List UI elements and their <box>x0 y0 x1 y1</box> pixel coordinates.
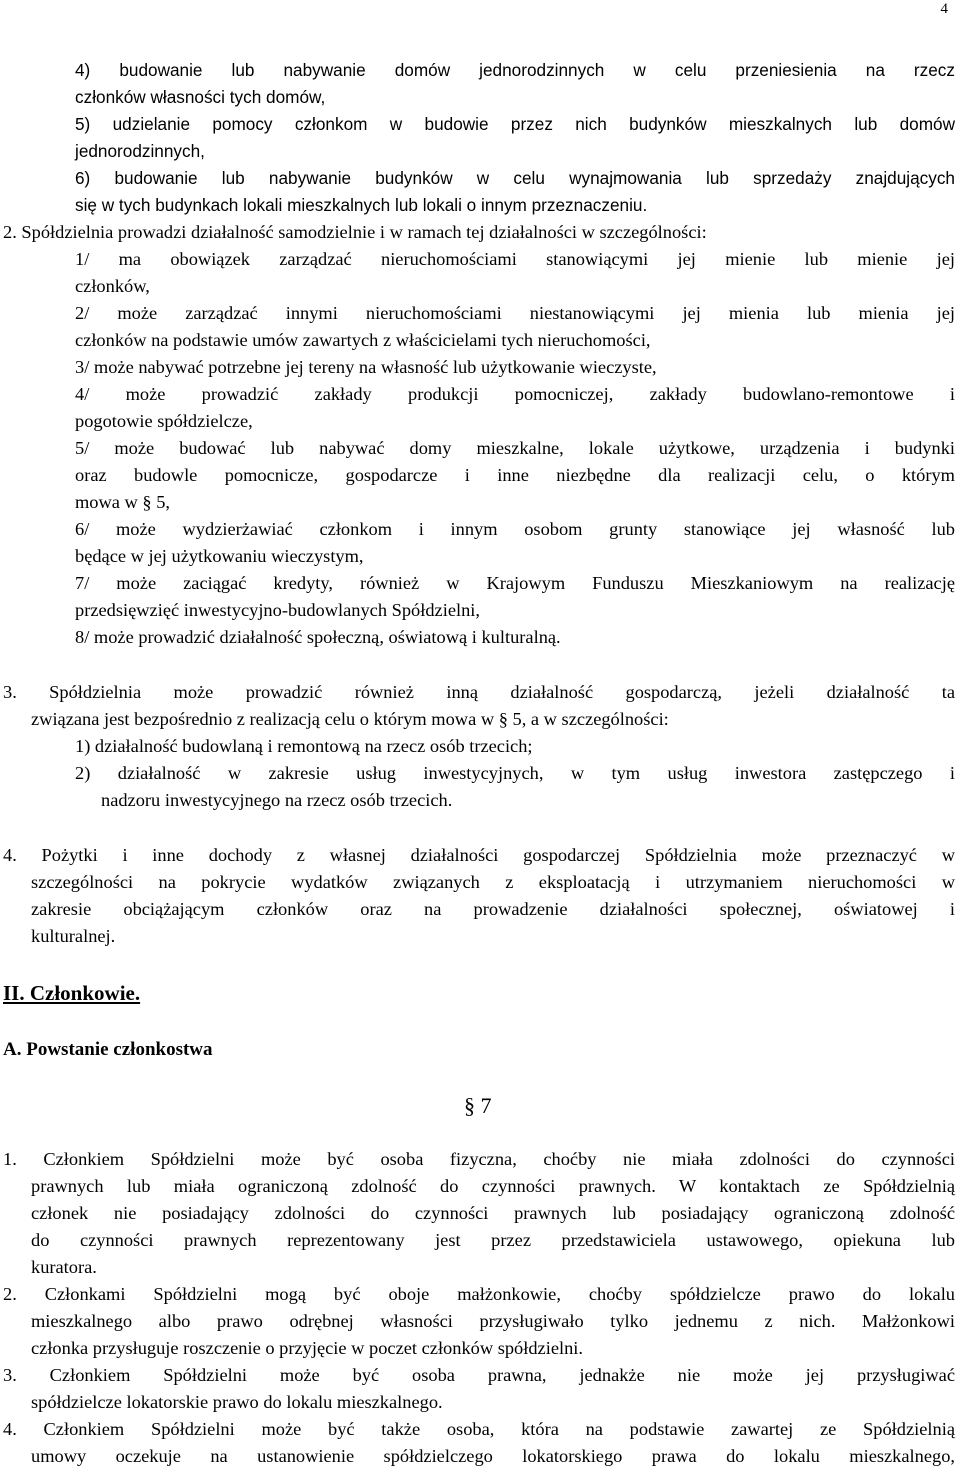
par7-item-2 <box>3 1281 955 1308</box>
par7-item-3 <box>3 1362 955 1389</box>
text-line: 6/ może wydzierżawiać członkom i innym osobom grunty stanowiące jej własność lub <box>75 519 955 539</box>
text-line: oraz budowle pomocnicze, gospodarcze i inne niezbędne dla realizacji celu, o którym <box>75 465 955 485</box>
section-2-items <box>75 246 955 651</box>
page-number: 4 <box>940 1 948 17</box>
text-line: kulturalnej. <box>31 926 116 946</box>
text-line: członków na podstawie umów zawartych z właścicielami tych nieruchomości, <box>75 330 651 350</box>
section-4-cont <box>31 869 955 950</box>
text-line: członka przysługuje roszczenie o przyjęcie w poczet członków spółdzielni. <box>31 1338 584 1358</box>
section-3-items-cont <box>101 787 955 814</box>
text-line: 4) budowanie lub nabywanie domów jednorodzinnych w celu przeniesienia na rzecz <box>75 60 955 80</box>
par7-item-4 <box>3 1416 955 1443</box>
text-line: 3/ może nabywać potrzebne jej tereny na własność lub użytkowanie wieczyste, <box>75 357 657 377</box>
text-line: 7/ może zaciągać kredyty, również w Krajowym Funduszu Mieszkaniowym na realizację <box>75 573 955 593</box>
subsection-heading: A. Powstanie członkostwa <box>3 1039 213 1060</box>
section-2-intro <box>3 219 955 246</box>
text-line: do czynności prawnych reprezentowany jest przez przedstawiciela ustawowego, opiekuna lub <box>31 1230 955 1250</box>
list-item-5 <box>75 111 955 165</box>
list-item-6 <box>75 165 955 219</box>
text-line: 1. Członkiem Spółdzielni może być osoba fizyczna, choćby nie miała zdolności do czynności <box>3 1149 955 1169</box>
text-line: umowy oczekuje na ustanowienie spółdzielczego lokatorskiego prawa do lokalu mieszkalnego, <box>31 1446 955 1466</box>
text-line: 4. Członkiem Spółdzielni może być także osoba, która na podstawie zawartej ze Spółdzielnią <box>3 1419 955 1439</box>
text-line: 5/ może budować lub nabywać domy mieszkalne, lokale użytkowe, urządzenia i budynki <box>75 438 955 458</box>
paragraph-mark: § 7 <box>464 1093 492 1118</box>
text-line: 1/ ma obowiązek zarządzać nieruchomościami stanowiącymi jej mienie lub mienie jej <box>75 249 955 269</box>
list-item-4 <box>75 57 955 111</box>
text-line: 3. Członkiem Spółdzielni może być osoba prawna, jednakże nie może jej przysługiwać <box>3 1365 955 1385</box>
text-line: 4. Pożytki i inne dochody z własnej działalności gospodarczej Spółdzielnia może przeznaczyć w <box>3 845 955 865</box>
par7-item-2-cont <box>31 1308 955 1362</box>
text-line: 2. Spółdzielnia prowadzi działalność samodzielnie i w ramach tej działalności w szczególności: <box>3 222 707 242</box>
text-line: prawnych lub miała ograniczoną zdolność do czynności prawnych. W kontaktach ze Spółdzielnią <box>31 1176 955 1196</box>
text-line: mowa w § 5, <box>75 492 171 512</box>
text-line: mieszkalnego albo prawo odrębnej własności przysługiwało tylko jednemu z nich. Małżonkowi <box>31 1311 955 1331</box>
par7-item-3-cont <box>31 1389 955 1416</box>
text-line: nadzoru inwestycyjnego na rzecz osób trzecich. <box>101 790 453 810</box>
text-line: członków własności tych domów, <box>75 87 326 107</box>
section-4 <box>3 842 955 869</box>
text-line: się w tych budynkach lokali mieszkalnych lub lokali o innym przeznaczeniu. <box>75 195 648 215</box>
par7-item-1 <box>3 1146 955 1173</box>
text-line: członków, <box>75 276 150 296</box>
text-line: 3. Spółdzielnia może prowadzić również inną działalność gospodarczą, jeżeli działalność ta <box>3 682 955 702</box>
text-line: 5) udzielanie pomocy członkom w budowie przez nich budynków mieszkalnych lub domów <box>75 114 955 134</box>
text-line: szczególności na pokrycie wydatków związanych z eksploatacją i utrzymaniem nieruchomości w <box>31 872 955 892</box>
text-line: zakresie obciążającym członków oraz na prowadzenie działalności społecznej, oświatowej i <box>31 899 955 919</box>
section-3-items <box>75 733 955 787</box>
par7-item-4-cont <box>31 1443 955 1470</box>
text-line: będące w jej użytkowaniu wieczystym, <box>75 546 364 566</box>
text-line: jednorodzinnych, <box>75 141 205 161</box>
text-line: związana jest bezpośrednio z realizacją celu o którym mowa w § 5, a w szczególności: <box>31 709 669 729</box>
text-line: kuratora. <box>31 1257 97 1277</box>
text-line: 2/ może zarządzać innymi nieruchomościami niestanowiącymi jej mienia lub mienia jej <box>75 303 955 323</box>
chapter-heading: II. Członkowie. <box>3 981 141 1005</box>
text-line: 8/ może prowadzić działalność społeczną, oświatową i kulturalną. <box>75 627 561 647</box>
text-line: pogotowie spółdzielcze, <box>75 411 253 431</box>
section-3-intro <box>3 679 955 706</box>
text-line: 1) działalność budowlaną i remontową na rzecz osób trzecich; <box>75 736 533 756</box>
text-line: członek nie posiadający zdolności do czynności prawnych lub posiadający ograniczoną zdolność <box>31 1203 955 1223</box>
text-line: 2) działalność w zakresie usług inwestycyjnych, w tym usług inwestora zastępczego i <box>75 763 955 783</box>
text-line: przedsięwzięć inwestycyjno-budowlanych Spółdzielni, <box>75 600 480 620</box>
text-line: 6) budowanie lub nabywanie budynków w celu wynajmowania lub sprzedaży znajdujących <box>75 168 955 188</box>
text-line: 2. Członkami Spółdzielni mogą być oboje małżonkowie, choćby spółdzielcze prawo do lokalu <box>3 1284 955 1304</box>
par7-item-1-cont <box>31 1173 955 1281</box>
text-line: 4/ może prowadzić zakłady produkcji pomocniczej, zakłady budowlano-remontowe i <box>75 384 955 404</box>
section-3-intro-cont <box>31 706 955 733</box>
text-line: spółdzielcze lokatorskie prawo do lokalu mieszkalnego. <box>31 1392 443 1412</box>
